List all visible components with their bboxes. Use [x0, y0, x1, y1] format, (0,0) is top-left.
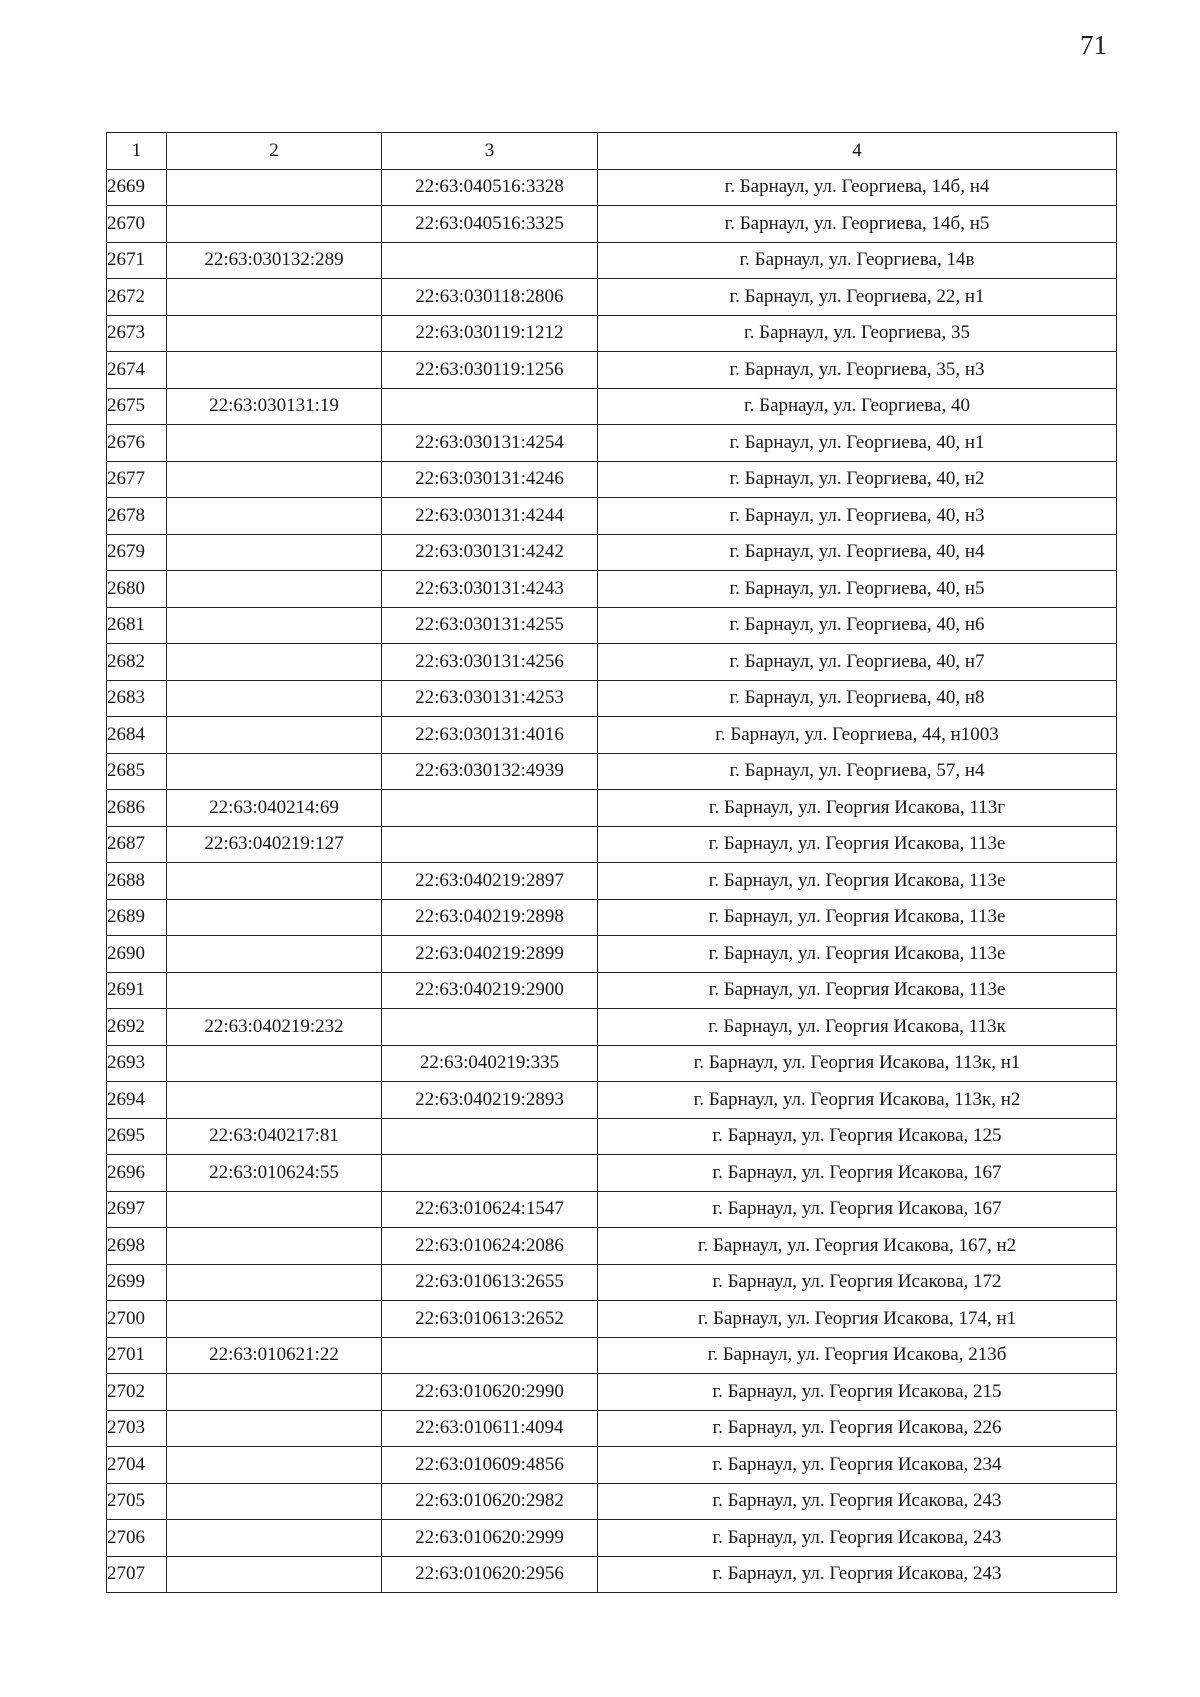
row-number-cell: 2692 [107, 1009, 167, 1046]
address-cell: г. Барнаул, ул. Георгиева, 40, н2 [598, 461, 1117, 498]
cadastral-parcel-cell [167, 1520, 382, 1557]
cadastral-parcel-cell [167, 863, 382, 900]
cadastral-object-cell: 22:63:040219:335 [382, 1045, 598, 1082]
address-cell: г. Барнаул, ул. Георгия Исакова, 113г [598, 790, 1117, 827]
row-number-cell: 2681 [107, 607, 167, 644]
address-cell: г. Барнаул, ул. Георгия Исакова, 113е [598, 936, 1117, 973]
row-number-cell: 2680 [107, 571, 167, 608]
cadastral-parcel-cell [167, 425, 382, 462]
cadastral-parcel-cell [167, 315, 382, 352]
table-row [107, 388, 1117, 425]
row-number-cell: 2702 [107, 1374, 167, 1411]
table-row [107, 352, 1117, 389]
cadastral-parcel-cell [167, 461, 382, 498]
address-cell: г. Барнаул, ул. Георгия Исакова, 174, н1 [598, 1301, 1117, 1338]
cadastral-parcel-cell [167, 899, 382, 936]
address-cell: г. Барнаул, ул. Георгия Исакова, 125 [598, 1118, 1117, 1155]
cadastral-object-cell: 22:63:030132:4939 [382, 753, 598, 790]
table-row [107, 169, 1117, 206]
row-number-cell: 2704 [107, 1447, 167, 1484]
table-row [107, 1045, 1117, 1082]
cadastral-object-cell: 22:63:040516:3328 [382, 169, 598, 206]
column-header-1: 1 [107, 133, 167, 170]
cadastral-object-cell: 22:63:030118:2806 [382, 279, 598, 316]
cadastral-parcel-cell: 22:63:040219:127 [167, 826, 382, 863]
cadastral-parcel-cell [167, 753, 382, 790]
cadastral-parcel-cell [167, 1301, 382, 1338]
cadastral-object-cell [382, 1337, 598, 1374]
table-row [107, 315, 1117, 352]
cadastral-object-cell: 22:63:030131:4243 [382, 571, 598, 608]
cadastral-object-cell: 22:63:010624:1547 [382, 1191, 598, 1228]
table-row [107, 1264, 1117, 1301]
cadastral-object-cell: 22:63:040219:2899 [382, 936, 598, 973]
address-cell: г. Барнаул, ул. Георгия Исакова, 167 [598, 1155, 1117, 1192]
row-number-cell: 2675 [107, 388, 167, 425]
address-cell: г. Барнаул, ул. Георгиева, 40, н6 [598, 607, 1117, 644]
row-number-cell: 2685 [107, 753, 167, 790]
cadastral-parcel-cell: 22:63:010621:22 [167, 1337, 382, 1374]
cadastral-object-cell: 22:63:010620:2990 [382, 1374, 598, 1411]
cadastral-parcel-cell [167, 644, 382, 681]
table-row [107, 279, 1117, 316]
row-number-cell: 2674 [107, 352, 167, 389]
cadastral-object-cell: 22:63:030131:4244 [382, 498, 598, 535]
address-cell: г. Барнаул, ул. Георгия Исакова, 113к, н1 [598, 1045, 1117, 1082]
cadastral-parcel-cell [167, 972, 382, 1009]
cadastral-parcel-cell [167, 206, 382, 243]
address-cell: г. Барнаул, ул. Георгия Исакова, 113е [598, 899, 1117, 936]
table-row [107, 1191, 1117, 1228]
cadastral-parcel-cell [167, 1191, 382, 1228]
row-number-cell: 2679 [107, 534, 167, 571]
cadastral-parcel-cell [167, 1045, 382, 1082]
header-row [107, 133, 1117, 170]
cadastral-object-cell: 22:63:040219:2900 [382, 972, 598, 1009]
address-cell: г. Барнаул, ул. Георгиева, 35 [598, 315, 1117, 352]
address-cell: г. Барнаул, ул. Георгия Исакова, 234 [598, 1447, 1117, 1484]
cadastral-object-cell: 22:63:010620:2982 [382, 1483, 598, 1520]
row-number-cell: 2672 [107, 279, 167, 316]
cadastral-parcel-cell [167, 534, 382, 571]
cadastral-object-cell [382, 1155, 598, 1192]
cadastral-object-cell: 22:63:010611:4094 [382, 1410, 598, 1447]
column-header-2: 2 [167, 133, 382, 170]
row-number-cell: 2698 [107, 1228, 167, 1265]
row-number-cell: 2699 [107, 1264, 167, 1301]
row-number-cell: 2697 [107, 1191, 167, 1228]
registry-table [106, 132, 1117, 1593]
cadastral-object-cell: 22:63:030131:4253 [382, 680, 598, 717]
cadastral-parcel-cell [167, 352, 382, 389]
cadastral-object-cell: 22:63:010624:2086 [382, 1228, 598, 1265]
cadastral-object-cell [382, 1118, 598, 1155]
cadastral-parcel-cell [167, 717, 382, 754]
row-number-cell: 2707 [107, 1556, 167, 1593]
table-row [107, 753, 1117, 790]
row-number-cell: 2676 [107, 425, 167, 462]
table-row [107, 607, 1117, 644]
cadastral-object-cell: 22:63:040516:3325 [382, 206, 598, 243]
row-number-cell: 2677 [107, 461, 167, 498]
address-cell: г. Барнаул, ул. Георгиева, 14в [598, 242, 1117, 279]
cadastral-object-cell: 22:63:040219:2898 [382, 899, 598, 936]
cadastral-object-cell [382, 790, 598, 827]
address-cell: г. Барнаул, ул. Георгия Исакова, 243 [598, 1520, 1117, 1557]
table-row [107, 1009, 1117, 1046]
address-cell: г. Барнаул, ул. Георгия Исакова, 113е [598, 972, 1117, 1009]
row-number-cell: 2694 [107, 1082, 167, 1119]
cadastral-parcel-cell [167, 607, 382, 644]
row-number-cell: 2701 [107, 1337, 167, 1374]
row-number-cell: 2688 [107, 863, 167, 900]
cadastral-parcel-cell: 22:63:010624:55 [167, 1155, 382, 1192]
table-row [107, 1520, 1117, 1557]
cadastral-object-cell: 22:63:030119:1212 [382, 315, 598, 352]
table-row [107, 1374, 1117, 1411]
cadastral-object-cell: 22:63:040219:2897 [382, 863, 598, 900]
address-cell: г. Барнаул, ул. Георгия Исакова, 172 [598, 1264, 1117, 1301]
cadastral-parcel-cell [167, 1374, 382, 1411]
address-cell: г. Барнаул, ул. Георгия Исакова, 167 [598, 1191, 1117, 1228]
cadastral-parcel-cell [167, 680, 382, 717]
cadastral-parcel-cell [167, 571, 382, 608]
cadastral-object-cell: 22:63:030131:4255 [382, 607, 598, 644]
cadastral-parcel-cell [167, 1264, 382, 1301]
table-row [107, 1155, 1117, 1192]
address-cell: г. Барнаул, ул. Георгиева, 22, н1 [598, 279, 1117, 316]
address-cell: г. Барнаул, ул. Георгия Исакова, 215 [598, 1374, 1117, 1411]
address-cell: г. Барнаул, ул. Георгиева, 40 [598, 388, 1117, 425]
address-cell: г. Барнаул, ул. Георгиева, 35, н3 [598, 352, 1117, 389]
row-number-cell: 2700 [107, 1301, 167, 1338]
cadastral-parcel-cell: 22:63:040217:81 [167, 1118, 382, 1155]
address-cell: г. Барнаул, ул. Георгия Исакова, 113к [598, 1009, 1117, 1046]
row-number-cell: 2678 [107, 498, 167, 535]
table-row [107, 534, 1117, 571]
address-cell: г. Барнаул, ул. Георгиева, 14б, н5 [598, 206, 1117, 243]
cadastral-object-cell: 22:63:030131:4016 [382, 717, 598, 754]
table-row [107, 1118, 1117, 1155]
cadastral-parcel-cell [167, 936, 382, 973]
table-row [107, 242, 1117, 279]
table-header [107, 133, 1117, 170]
cadastral-object-cell: 22:63:010620:2956 [382, 1556, 598, 1593]
cadastral-parcel-cell [167, 1483, 382, 1520]
table-row [107, 571, 1117, 608]
row-number-cell: 2682 [107, 644, 167, 681]
address-cell: г. Барнаул, ул. Георгиева, 57, н4 [598, 753, 1117, 790]
table-row [107, 826, 1117, 863]
row-number-cell: 2705 [107, 1483, 167, 1520]
cadastral-object-cell: 22:63:030131:4246 [382, 461, 598, 498]
cadastral-object-cell [382, 1009, 598, 1046]
table-body [107, 169, 1117, 1593]
cadastral-object-cell: 22:63:010613:2655 [382, 1264, 598, 1301]
cadastral-object-cell: 22:63:010609:4856 [382, 1447, 598, 1484]
table-row [107, 936, 1117, 973]
table-row [107, 1228, 1117, 1265]
cadastral-object-cell: 22:63:010620:2999 [382, 1520, 598, 1557]
cadastral-parcel-cell [167, 1228, 382, 1265]
row-number-cell: 2671 [107, 242, 167, 279]
address-cell: г. Барнаул, ул. Георгия Исакова, 167, н2 [598, 1228, 1117, 1265]
row-number-cell: 2670 [107, 206, 167, 243]
address-cell: г. Барнаул, ул. Георгиева, 40, н3 [598, 498, 1117, 535]
address-cell: г. Барнаул, ул. Георгиева, 44, н1003 [598, 717, 1117, 754]
cadastral-object-cell: 22:63:040219:2893 [382, 1082, 598, 1119]
row-number-cell: 2693 [107, 1045, 167, 1082]
row-number-cell: 2703 [107, 1410, 167, 1447]
address-cell: г. Барнаул, ул. Георгия Исакова, 243 [598, 1483, 1117, 1520]
table-row [107, 1337, 1117, 1374]
table-row [107, 461, 1117, 498]
table-row [107, 644, 1117, 681]
page-number: 71 [1080, 30, 1107, 60]
row-number-cell: 2695 [107, 1118, 167, 1155]
cadastral-parcel-cell: 22:63:040214:69 [167, 790, 382, 827]
table-row [107, 206, 1117, 243]
row-number-cell: 2706 [107, 1520, 167, 1557]
address-cell: г. Барнаул, ул. Георгия Исакова, 113е [598, 863, 1117, 900]
address-cell: г. Барнаул, ул. Георгия Исакова, 226 [598, 1410, 1117, 1447]
address-cell: г. Барнаул, ул. Георгиева, 40, н5 [598, 571, 1117, 608]
row-number-cell: 2673 [107, 315, 167, 352]
row-number-cell: 2683 [107, 680, 167, 717]
cadastral-object-cell: 22:63:030131:4256 [382, 644, 598, 681]
row-number-cell: 2696 [107, 1155, 167, 1192]
table-row [107, 972, 1117, 1009]
cadastral-object-cell [382, 242, 598, 279]
table-row [107, 1410, 1117, 1447]
cadastral-parcel-cell [167, 1447, 382, 1484]
table-row [107, 498, 1117, 535]
cadastral-object-cell [382, 388, 598, 425]
cadastral-object-cell: 22:63:030131:4254 [382, 425, 598, 462]
cadastral-parcel-cell [167, 1082, 382, 1119]
address-cell: г. Барнаул, ул. Георгиева, 14б, н4 [598, 169, 1117, 206]
address-cell: г. Барнаул, ул. Георгия Исакова, 213б [598, 1337, 1117, 1374]
address-cell: г. Барнаул, ул. Георгиева, 40, н8 [598, 680, 1117, 717]
table-row [107, 899, 1117, 936]
cadastral-object-cell [382, 826, 598, 863]
cadastral-parcel-cell [167, 169, 382, 206]
column-header-3: 3 [382, 133, 598, 170]
address-cell: г. Барнаул, ул. Георгия Исакова, 113е [598, 826, 1117, 863]
cadastral-parcel-cell: 22:63:030132:289 [167, 242, 382, 279]
cadastral-parcel-cell [167, 279, 382, 316]
cadastral-parcel-cell [167, 498, 382, 535]
address-cell: г. Барнаул, ул. Георгиева, 40, н4 [598, 534, 1117, 571]
cadastral-parcel-cell [167, 1410, 382, 1447]
row-number-cell: 2689 [107, 899, 167, 936]
cadastral-parcel-cell: 22:63:030131:19 [167, 388, 382, 425]
table-row [107, 717, 1117, 754]
table-row [107, 1301, 1117, 1338]
cadastral-parcel-cell [167, 1556, 382, 1593]
cadastral-object-cell: 22:63:010613:2652 [382, 1301, 598, 1338]
cadastral-object-cell: 22:63:030131:4242 [382, 534, 598, 571]
cadastral-parcel-cell: 22:63:040219:232 [167, 1009, 382, 1046]
table-row [107, 425, 1117, 462]
table-row [107, 790, 1117, 827]
row-number-cell: 2686 [107, 790, 167, 827]
address-cell: г. Барнаул, ул. Георгиева, 40, н1 [598, 425, 1117, 462]
table-row [107, 1556, 1117, 1593]
row-number-cell: 2691 [107, 972, 167, 1009]
table-row [107, 680, 1117, 717]
table-row [107, 1447, 1117, 1484]
row-number-cell: 2669 [107, 169, 167, 206]
table-row [107, 1082, 1117, 1119]
address-cell: г. Барнаул, ул. Георгия Исакова, 243 [598, 1556, 1117, 1593]
row-number-cell: 2690 [107, 936, 167, 973]
row-number-cell: 2687 [107, 826, 167, 863]
row-number-cell: 2684 [107, 717, 167, 754]
address-cell: г. Барнаул, ул. Георгия Исакова, 113к, н2 [598, 1082, 1117, 1119]
column-header-4: 4 [598, 133, 1117, 170]
table-row [107, 863, 1117, 900]
cadastral-object-cell: 22:63:030119:1256 [382, 352, 598, 389]
address-cell: г. Барнаул, ул. Георгиева, 40, н7 [598, 644, 1117, 681]
table-row [107, 1483, 1117, 1520]
